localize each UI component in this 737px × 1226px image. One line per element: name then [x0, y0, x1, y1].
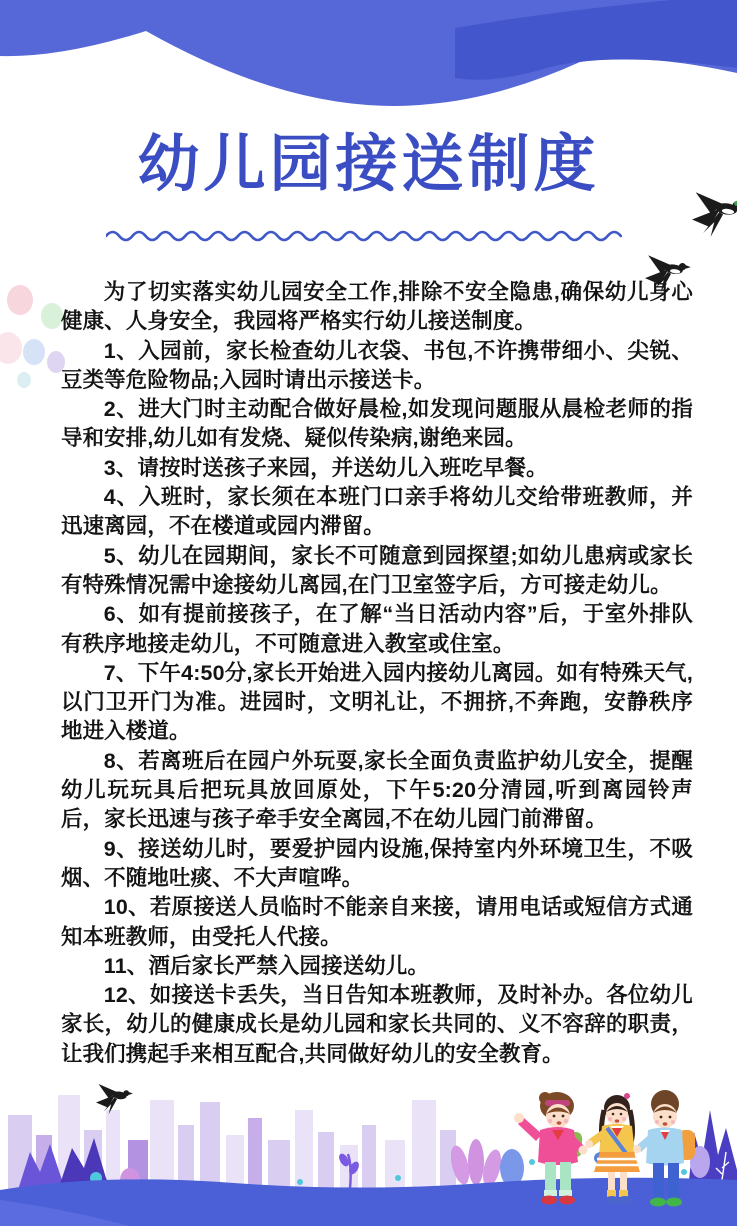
policy-rule-5: 5、幼儿在园期间，家长不可随意到园探望;如幼儿患病或家长有特殊情况需中途接幼儿离园,在门卫室签字后，方可接走幼儿。 [61, 543, 693, 597]
policy-intro: 为了切实落实幼儿园安全工作,排除不安全隐患,确保幼儿身心健康、人身安全，我园将严格实行幼儿接送制度。 [61, 280, 693, 334]
swallow-icon [692, 192, 737, 242]
poster-title: 幼儿园接送制度 [137, 130, 600, 199]
policy-text [61, 278, 693, 1069]
policy-rule-7: 7、下午4:50分,家长开始进入园内接幼儿离园。如有特殊天气,以门卫开门为准。进园时，文明礼让，不拥挤,不奔跑，安静秩序地进入楼道。 [61, 660, 693, 744]
policy-rule-9: 9、接送幼儿时，要爱护园内设施,保持室内外环境卫生，不吸烟、不随地吐痰、不大声喧哗。 [61, 836, 693, 890]
policy-rule-12: 12、如接送卡丢失，当日告知本班教师，及时补办。各位幼儿家长，幼儿的健康成长是幼儿园和家长共同的、义不容辞的职责，让我们携起手来相互配合,共同做好幼儿的安全教育。 [61, 983, 693, 1066]
wavy-divider [106, 225, 636, 243]
policy-rule-6: 6、如有提前接孩子，在了解“当日活动内容”后，于室外排队有秩序地接走幼儿，不可随意进入教室或住室。 [61, 602, 693, 656]
policy-rule-8: 8、若离班后在园户外玩耍,家长全面负责监护幼儿安全，提醒幼儿玩玩具后把玩具放回原处，下午5:20分清园,听到离园铃声后，家长迅速与孩子牵手安全离园,不在幼儿园门前滞留。 [61, 748, 693, 832]
policy-rule-1: 1、入园前，家长检查幼儿衣袋、书包,不许携带细小、尖锐、豆类等危险物品;入园时请出示接送卡。 [61, 338, 693, 392]
policy-rule-4: 4、入班时，家长须在本班门口亲手将幼儿交给带班教师，并迅速离园，不在楼道或园内滞留。 [61, 485, 693, 539]
policy-rule-2: 2、进大门时主动配合做好晨检,如发现问题服从晨检老师的指导和安排,幼儿如有发烧、疑似传染病,谢绝来园。 [61, 397, 693, 451]
policy-rule-10: 10、若原接送人员临时不能亲自来接，请用电话或短信方式通知本班教师，由受托人代接。 [61, 895, 693, 949]
policy-rule-3: 3、请按时送孩子来园，并送幼儿入班吃早餐。 [103, 455, 548, 480]
header-wave [0, 0, 737, 130]
swallow-icon [96, 1084, 133, 1114]
policy-rule-11: 11、酒后家长严禁入园接送幼儿。 [103, 953, 430, 978]
